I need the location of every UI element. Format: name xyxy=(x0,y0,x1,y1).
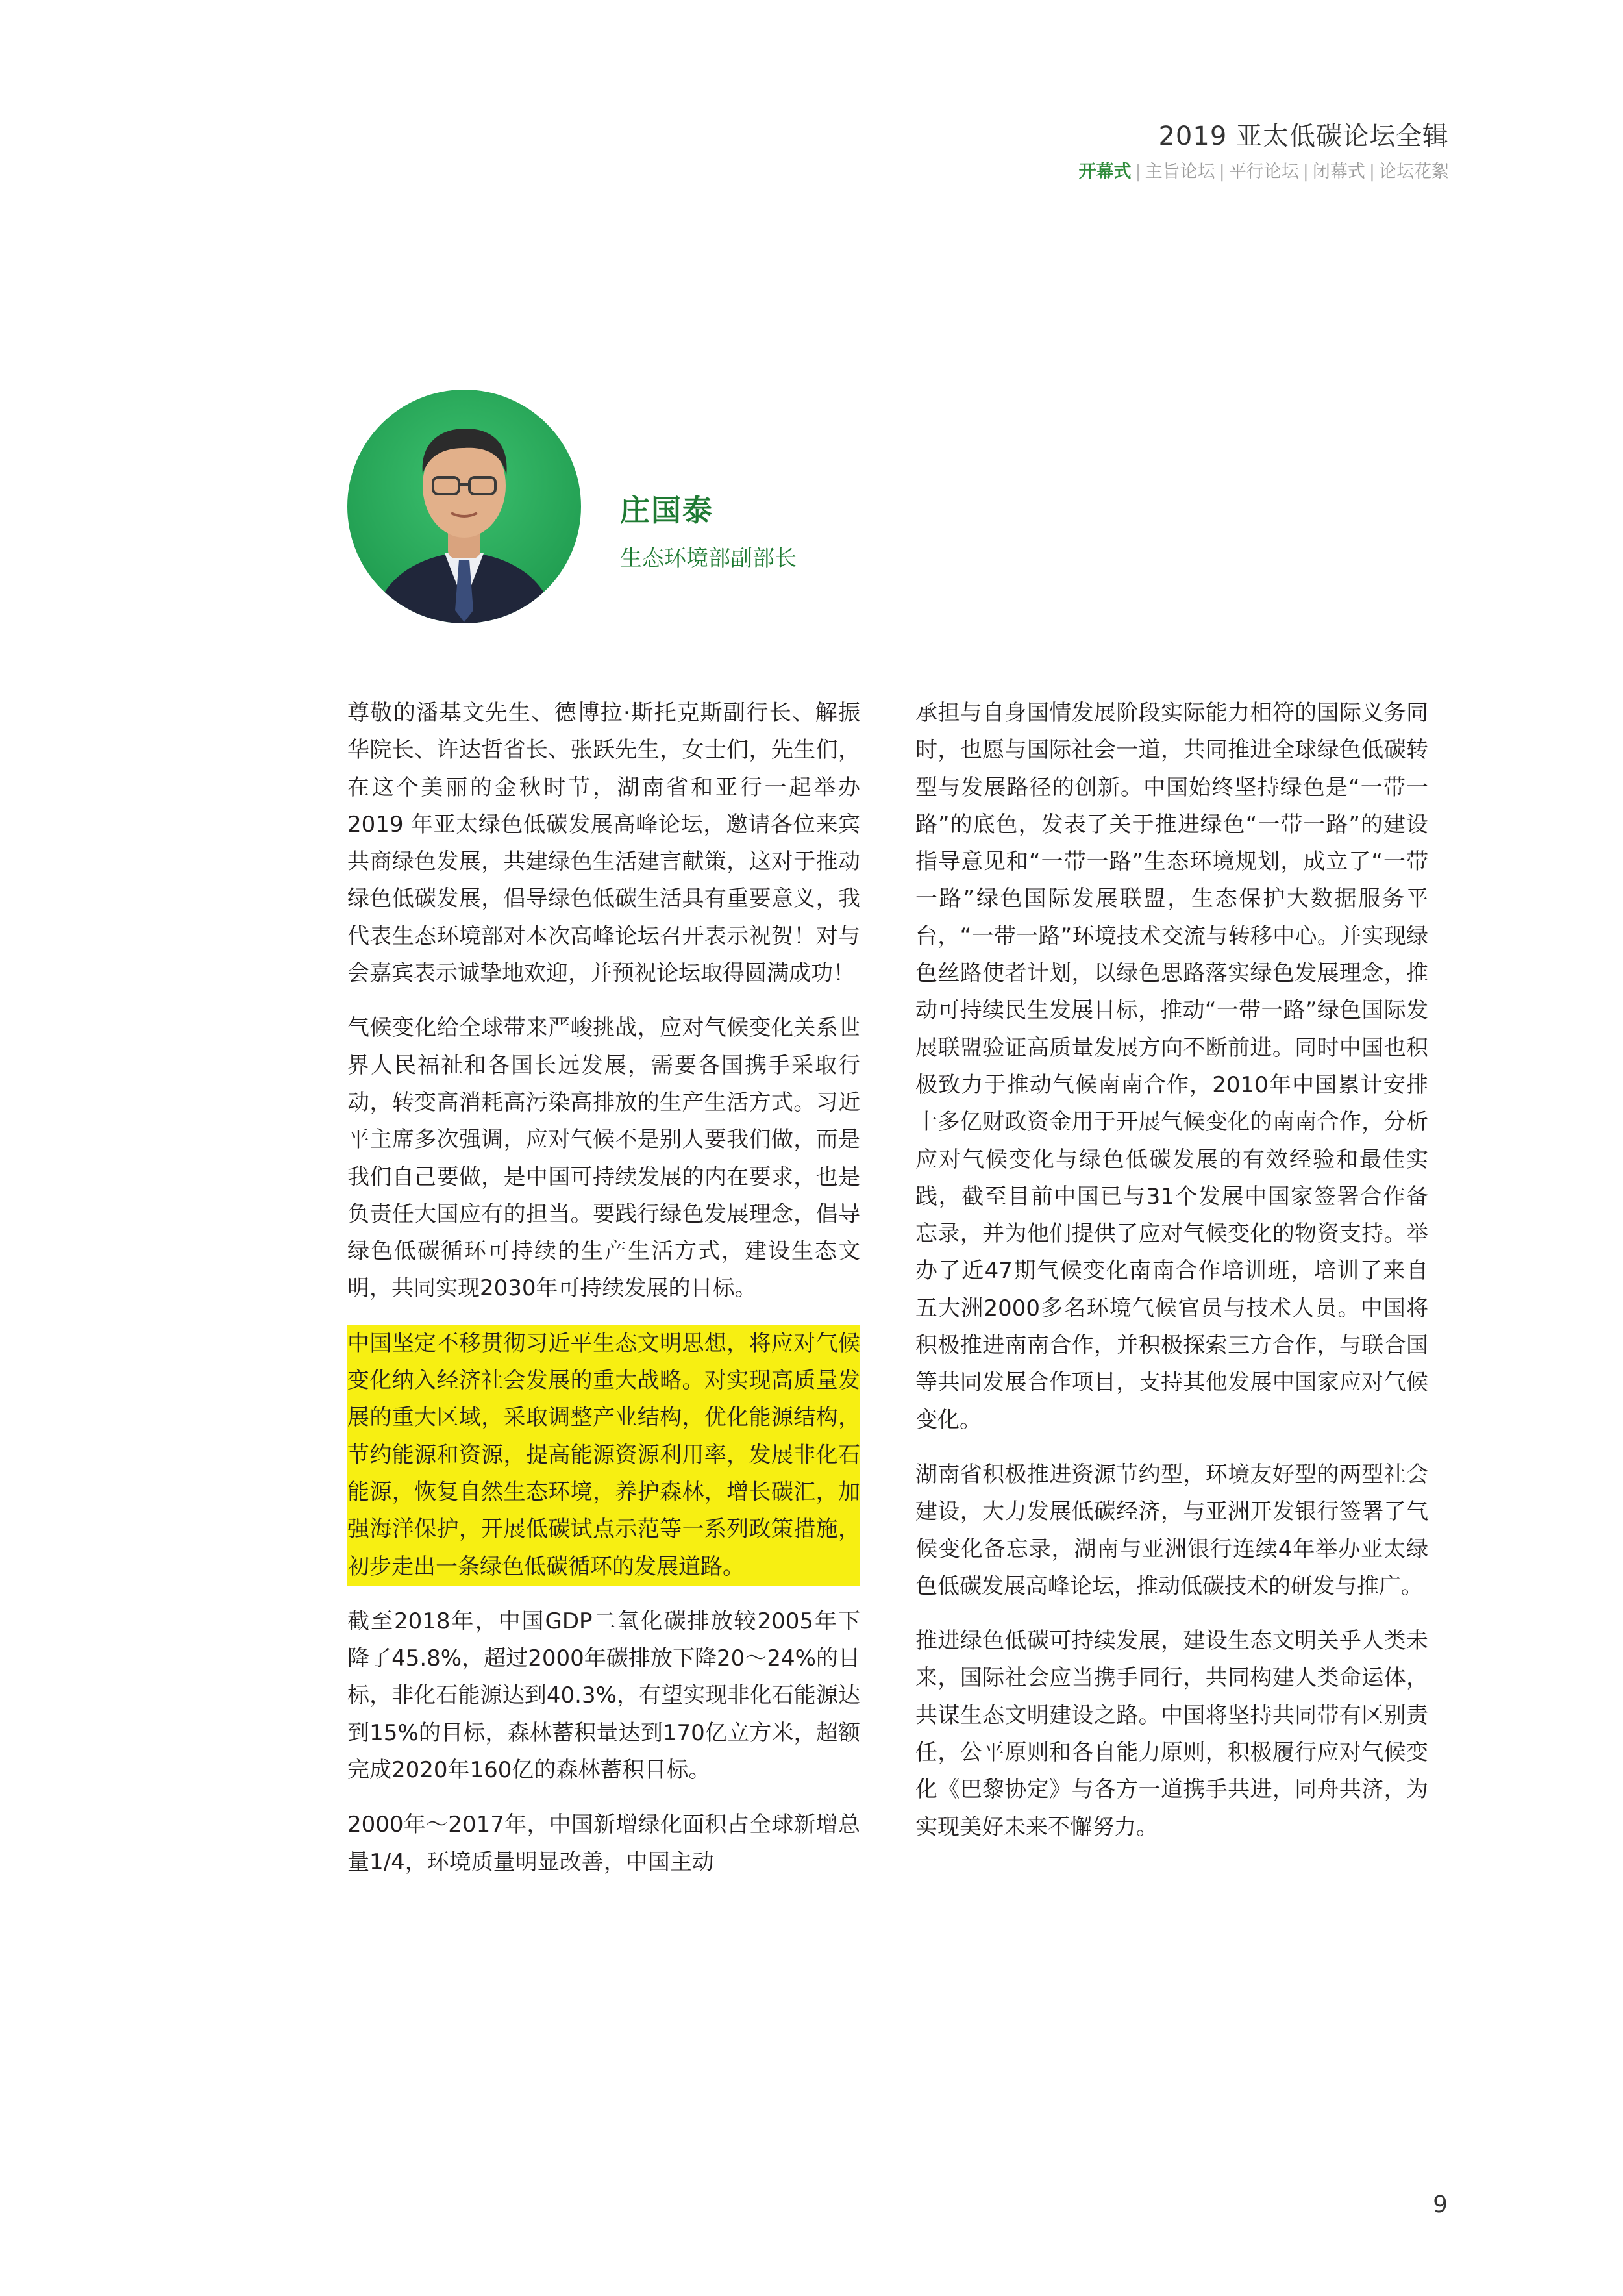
body-column-left xyxy=(347,695,860,1899)
page-number: 9 xyxy=(1433,2191,1448,2218)
portrait-image xyxy=(347,390,581,623)
paragraph: 尊敬的潘基文先生、德博拉·斯托克斯副行长、解振华院长、许达哲省长、张跃先生，女士们，先生们，在这个美丽的金秋时节，湖南省和亚行一起举办 2019 年亚太绿色低碳发展高峰论坛，邀请各位来宾共商绿色发展，共建绿色生活建言献策，这对于推动绿色低碳发展，倡导绿色低碳生活具有重要意义，我代表生态环境部对本次高峰论坛召开表示祝贺！对与会嘉宾表示诚挚地欢迎，并预祝论坛取得圆满成功！ xyxy=(347,700,860,987)
nav-item-highlights[interactable]: 论坛花絮 xyxy=(1379,162,1449,182)
nav-item-closing[interactable]: 闭幕式 xyxy=(1312,162,1365,182)
paragraph: 截至2018年，中国GDP二氧化碳排放较2005年下降了45.8%，超过2000年碳排放下降20～24%的目标，非化石能源达到40.3%，有望实现非化石能源达到15%的目标，森林蓄积量达到170亿立方米，超额完成2020年160亿的森林蓄积目标。 xyxy=(347,1608,860,1784)
paragraph: 气候变化给全球带来严峻挑战，应对气候变化关系世界人民福祉和各国长远发展，需要各国携手采取行动，转变高消耗高污染高排放的生产生活方式。习近平主席多次强调，应对气候不是别人要我们做，而是我们自己要做，是中国可持续发展的内在要求，也是负责任大国应有的担当。要践行绿色发展理念，倡导绿色低碳循环可持续的生产生活方式，建设生态文明，共同实现2030年可持续发展的目标。 xyxy=(347,1015,860,1302)
nav-item-opening[interactable]: 开幕式 xyxy=(1078,162,1132,182)
paragraph: 湖南省积极推进资源节约型，环境友好型的两型社会建设，大力发展低碳经济，与亚洲开发银行签署了气候变化备忘录，湖南与亚洲银行连续4年举办亚太绿色低碳发展高峰论坛，推动低碳技术的研发与推广。 xyxy=(915,1461,1428,1599)
paragraph: 2000年～2017年，中国新增绿化面积占全球新增总量1/4，环境质量明显改善，中国主动 xyxy=(347,1812,860,1875)
nav-item-keynote[interactable]: 主旨论坛 xyxy=(1145,162,1215,182)
body-column-right xyxy=(915,695,1428,1864)
highlighted-paragraph: 中国坚定不移贯彻习近平生态文明思想，将应对气候变化纳入经济社会发展的重大战略。对实现高质量发展的重大区域，采取调整产业结构，优化能源结构，节约能源和资源，提高能源资源利用率，发展非化石能源，恢复自然生态环境，养护森林，增长碳汇，加强海洋保护，开展低碳试点示范等一系列政策措施，初步走出一条绿色低碳循环的发展道路。 xyxy=(347,1325,860,1586)
nav-separator: | xyxy=(1369,162,1375,182)
publication-title: 2019 亚太低碳论坛全辑 xyxy=(1158,121,1449,151)
paragraph: 推进绿色低碳可持续发展，建设生态文明关乎人类未来，国际社会应当携手同行，共同构建人类命运体，共谋生态文明建设之路。中国将坚持共同带有区别责任，公平原则和各自能力原则，积极履行应对气候变化《巴黎协定》与各方一道携手共进，同舟共济，为实现美好未来不懈努力。 xyxy=(915,1628,1428,1840)
nav-separator: | xyxy=(1219,162,1225,182)
speaker-title: 生态环境部副部长 xyxy=(620,545,797,571)
speaker-portrait xyxy=(347,390,581,623)
nav-item-parallel[interactable]: 平行论坛 xyxy=(1228,162,1299,182)
paragraph: 承担与自身国情发展阶段实际能力相符的国际义务同时，也愿与国际社会一道，共同推进全球绿色低碳转型与发展路径的创新。中国始终坚持绿色是“一带一路”的底色，发表了关于推进绿色“一带一路”的建设指导意见和“一带一路”生态环境规划，成立了“一带一路”绿色国际发展联盟，生态保护大数据服务平台，“一带一路”环境技术交流与转移中心。并实现绿色丝路使者计划，以绿色思路落实绿色发展理念，推动可持续民生发展目标，推动“一带一路”绿色国际发展联盟验证高质量发展方向不断前进。同时中国也积极致力于推动气候南南合作，2010年中国累计安排十多亿财政资金用于开展气候变化的南南合作，分析应对气候变化与绿色低碳发展的有效经验和最佳实践，截至目前中国已与31个发展中国家签署合作备忘录，并为他们提供了应对气候变化的物资支持。举办了近47期气候变化南南合作培训班，培训了来自五大洲2000多名环境气候官员与技术人员。中国将积极推进南南合作，并积极探索三方合作，与联合国等共同发展合作项目，支持其他发展中国家应对气候变化。 xyxy=(915,700,1428,1433)
nav-separator: | xyxy=(1302,162,1309,182)
nav-separator: | xyxy=(1135,162,1141,182)
section-nav xyxy=(1079,157,1449,182)
speaker-name: 庄国泰 xyxy=(620,493,713,528)
